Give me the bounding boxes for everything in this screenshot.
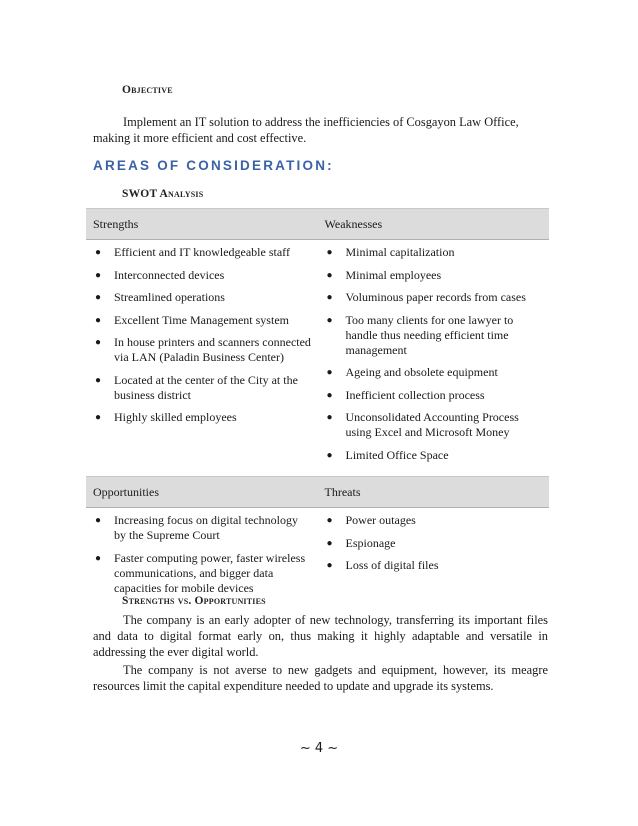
list-item [92,513,312,543]
swot-table [86,208,549,609]
list-item-text: Unconsolidated Accounting Process using Excel and Microsoft Money [345,410,519,439]
weaknesses-header: Weaknesses [318,209,550,240]
bullet-icon: ● [95,247,102,258]
bullet-icon: ● [326,314,333,326]
objective-text: Implement an IT solution to address the inefficiencies of Cosgayon Law Office, making it more efficient and cost effective. [93,115,519,145]
bullet-icon: ● [326,389,333,401]
list-item [324,268,544,283]
list-item [324,448,544,463]
list-item [324,536,544,551]
swot-content-row [86,240,549,477]
list-item-text: Ageing and obsolete equipment [345,365,498,379]
list-item-text: Minimal capitalization [345,245,455,259]
list-item-text: Streamlined operations [114,290,225,304]
list-item [92,551,312,596]
list-item [324,313,544,358]
bullet-icon: ● [95,515,102,526]
threats-list [324,513,544,573]
bullet-icon: ● [326,560,333,571]
list-item-text: Interconnected devices [114,267,225,282]
list-item [324,365,544,380]
list-item-text: Loss of digital files [345,558,439,572]
list-item-text: Highly skilled employees [114,410,237,424]
threats-cell [318,508,550,610]
swot-header-row [86,477,549,508]
bullet-icon: ● [326,292,333,303]
list-item [324,388,544,403]
list-item-text: Limited Office Space [345,447,449,462]
list-item [92,268,312,283]
opportunities-list [92,513,312,596]
list-item-text: Minimal employees [345,267,442,282]
strengths-cell [86,240,318,477]
svo-paragraph: The company is an early adopter of new technology, transferring its important files and data to digital format early on, thus making it highly adaptable and versatile in addressing the ever digital world. [93,613,548,659]
bullet-icon: ● [95,374,102,386]
bullet-icon: ● [95,552,102,564]
weaknesses-list [324,245,544,463]
bullet-icon: ● [95,292,102,303]
bullet-icon: ● [326,537,333,549]
objective-heading: Objective [122,84,173,96]
swot-header-row [86,209,549,240]
bullet-icon: ● [95,337,102,348]
list-item [324,245,544,260]
bullet-icon: ● [95,314,102,326]
list-item-text: Too many clients for one lawyer to handle thus needing efficient time management [345,312,514,357]
list-item-text: In house printers and scanners connected via LAN (Paladin Business Center) [114,335,311,364]
list-item-text: Efficient and IT knowledgeable staff [114,245,290,259]
list-item [92,373,312,403]
svo-paragraph: The company is not averse to new gadgets and equipment, however, its meagre resources limit the capital expenditure needed to update and upgrade its systems. [93,663,548,693]
swot-content-row [86,508,549,610]
bullet-icon: ● [326,269,333,281]
strengths-list [92,245,312,425]
bullet-icon: ● [326,247,333,258]
opportunities-header: Opportunities [86,477,318,508]
areas-of-consideration-heading: AREAS OF CONSIDERATION: [93,158,334,173]
weaknesses-cell [318,240,550,477]
list-item-text: Voluminous paper records from cases [345,290,526,304]
list-item-text: Increasing focus on digital technology by the Supreme Court [114,513,298,542]
list-item [324,410,544,440]
bullet-icon: ● [326,412,333,423]
bullet-icon: ● [326,367,333,378]
bullet-icon: ● [326,515,333,526]
swot-analysis-heading: SWOT Analysis [122,188,204,200]
list-item-text: Excellent Time Management system [114,312,289,327]
list-item-text: Power outages [345,513,416,527]
strengths-vs-opportunities-heading: Strengths vs. Opportunities [122,595,266,607]
list-item-text: Inefficient collection process [345,387,485,402]
list-item [92,290,312,305]
list-item [92,245,312,260]
strengths-header: Strengths [86,209,318,240]
list-item [92,410,312,425]
page-number: ~ 4 ~ [299,741,339,756]
list-item-text: Espionage [345,535,396,550]
opportunities-cell [86,508,318,610]
list-item [324,290,544,305]
list-item-text: Located at the center of the City at the business district [114,372,298,402]
bullet-icon: ● [95,269,102,281]
list-item [92,313,312,328]
bullet-icon: ● [326,449,333,461]
list-item-text: Faster computing power, faster wireless communications, and bigger data capacities for mobile devices [114,550,306,595]
threats-header: Threats [318,477,550,508]
list-item [92,335,312,365]
bullet-icon: ● [95,412,102,423]
list-item [324,558,544,573]
list-item [324,513,544,528]
